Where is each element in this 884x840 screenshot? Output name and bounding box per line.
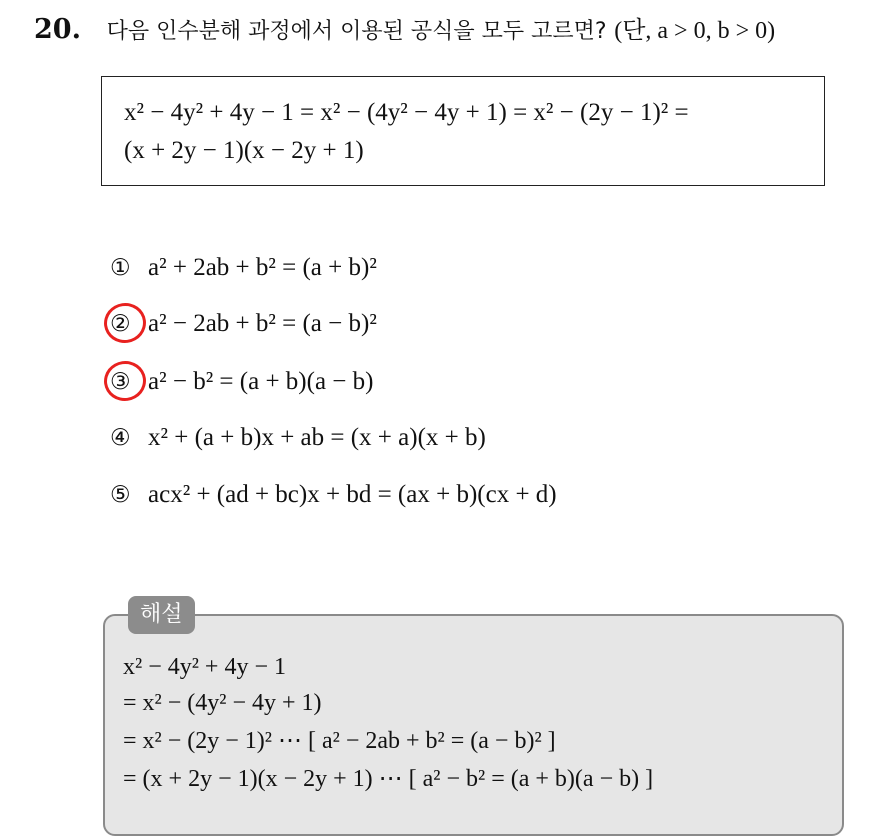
factorization-line-1: x² − 4y² + 4y − 1 = x² − (4y² − 4y + 1) = x² − (2y − 1)² = [124,99,689,126]
choice-number: ④ [110,425,131,451]
choice-4[interactable] [110,424,486,452]
choice-formula: a² + 2ab + b² = (a + b)² [148,254,377,281]
solution-line-4: = (x + 2y − 1)(x − 2y + 1) ⋯ [ a² − b² = (a + b)(a − b) ] [123,766,654,792]
solution-label: 해설 [128,596,195,634]
choice-5[interactable] [110,481,557,509]
factorization-line-2: (x + 2y − 1)(x − 2y + 1) [124,137,364,164]
choice-2[interactable] [110,310,377,338]
question-number: 20. [34,14,81,45]
solution-line-3: = x² − (2y − 1)² ⋯ [ a² − 2ab + b² = (a − b)² ] [123,728,556,754]
factorization-box [101,76,825,186]
choice-number: ② [110,311,131,337]
question-condition: (단, a > 0, b > 0) [614,18,776,44]
solution-panel [103,614,844,836]
choice-number: ③ [110,369,131,395]
choice-formula: a² − b² = (a + b)(a − b) [148,368,374,395]
solution-line-2: = x² − (4y² − 4y + 1) [123,690,322,716]
question-text: 다음 인수분해 과정에서 이용된 공식을 모두 고르면? [106,19,607,44]
choice-3[interactable] [110,368,373,396]
choice-formula: a² − 2ab + b² = (a − b)² [148,310,377,337]
choice-formula: x² + (a + b)x + ab = (x + a)(x + b) [148,424,486,451]
solution-line-1: x² − 4y² + 4y − 1 [123,654,286,680]
question-header [34,10,775,45]
choice-formula: acx² + (ad + bc)x + bd = (ax + b)(cx + d) [148,481,557,508]
choice-1[interactable] [110,254,377,282]
choice-number: ① [110,255,131,281]
choice-number: ⑤ [110,482,131,508]
